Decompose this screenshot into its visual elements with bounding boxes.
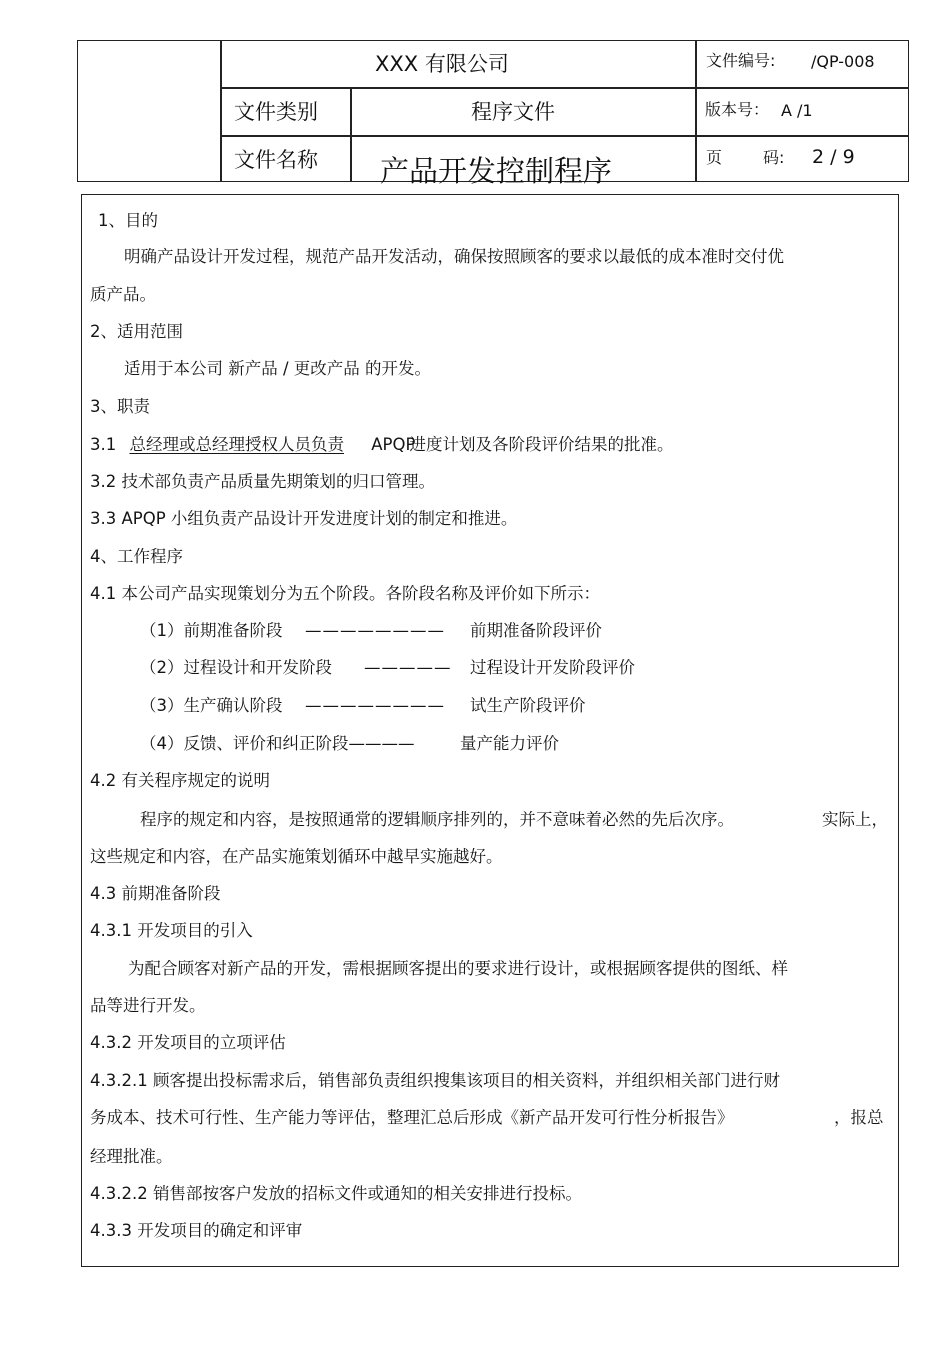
paragraph-line: 质产品。 bbox=[90, 285, 156, 304]
stage-dash: ———————— bbox=[305, 696, 445, 715]
paragraph-line: 这些规定和内容，在产品实施策划循环中越早实施越好。 bbox=[90, 847, 503, 866]
stage-name: （2）过程设计和开发阶段 bbox=[140, 658, 332, 677]
paragraph-text: 进度计划及各阶段评价结果的批准。 bbox=[409, 435, 674, 454]
header-divider bbox=[695, 41, 697, 181]
paragraph-line: 适用于本公司 新产品 / 更改产品 的开发。 bbox=[124, 359, 432, 378]
item-number: 3.1 bbox=[90, 435, 117, 454]
stage-evaluation: 量产能力评价 bbox=[460, 734, 559, 753]
subsection-heading: 4.3.3 开发项目的确定和评审 bbox=[90, 1221, 303, 1240]
document-title: 产品开发控制程序 bbox=[380, 154, 613, 188]
page-label: 码: bbox=[763, 148, 785, 167]
paragraph-line: 实际上， bbox=[822, 810, 888, 829]
subsection-heading: 4.1 本公司产品实现策划分为五个阶段。各阶段名称及评价如下所示： bbox=[90, 584, 600, 603]
header-divider bbox=[220, 135, 908, 137]
document-header-table bbox=[77, 40, 909, 188]
subsection-heading: 4.3 前期准备阶段 bbox=[90, 884, 221, 903]
section-heading: 3、职责 bbox=[90, 397, 150, 416]
section-heading: 1、目的 bbox=[98, 211, 158, 230]
stage-evaluation: 过程设计开发阶段评价 bbox=[470, 658, 635, 677]
responsibility-item bbox=[90, 437, 673, 454]
name-label: 文件名称 bbox=[234, 148, 318, 172]
page-number: 2 / 9 bbox=[812, 146, 855, 168]
doc-no-label: 文件编号: bbox=[706, 51, 776, 70]
paragraph-line: ，报总 bbox=[834, 1108, 884, 1127]
company-name: XXX 有限公司 bbox=[375, 52, 509, 76]
category-value: 程序文件 bbox=[471, 100, 555, 124]
apqp-text: APQP bbox=[371, 435, 416, 454]
stage-name: （3）生产确认阶段 bbox=[140, 696, 283, 715]
doc-no-value: /QP-008 bbox=[811, 52, 875, 71]
version-value: A /1 bbox=[781, 101, 813, 120]
paragraph-line: 务成本、技术可行性、生产能力等评估，整理汇总后形成《新产品开发可行性分析报告》 bbox=[90, 1108, 734, 1127]
paragraph-line: 品等进行开发。 bbox=[90, 996, 206, 1015]
stage-dash: ————— bbox=[364, 658, 452, 677]
page-label: 页 bbox=[706, 148, 723, 167]
header-divider bbox=[220, 41, 222, 181]
subsection-heading: 4.3.1 开发项目的引入 bbox=[90, 921, 253, 940]
section-heading: 2、适用范围 bbox=[90, 322, 183, 341]
underlined-text: 总经理或总经理授权人员负责 bbox=[129, 435, 344, 454]
header-divider bbox=[220, 87, 908, 89]
paragraph-line: 4.3.2.2 销售部按客户发放的招标文件或通知的相关安排进行投标。 bbox=[90, 1184, 582, 1203]
responsibility-item: 3.3 APQP 小组负责产品设计开发进度计划的制定和推进。 bbox=[90, 509, 518, 528]
paragraph-line: 程序的规定和内容，是按照通常的逻辑顺序排列的，并不意味着必然的先后次序。 bbox=[140, 810, 734, 829]
document-body bbox=[81, 194, 899, 1267]
category-label: 文件类别 bbox=[234, 100, 318, 124]
responsibility-item: 3.2 技术部负责产品质量先期策划的归口管理。 bbox=[90, 472, 435, 491]
stage-dash: ———————— bbox=[305, 621, 445, 640]
paragraph-line: 明确产品设计开发过程，规范产品开发活动，确保按照顾客的要求以最低的成本准时交付优 bbox=[124, 247, 784, 266]
subsection-heading: 4.3.2 开发项目的立项评估 bbox=[90, 1033, 286, 1052]
section-heading: 4、工作程序 bbox=[90, 547, 183, 566]
stage-name: （4）反馈、评价和纠正阶段———— bbox=[140, 734, 415, 753]
stage-name: （1）前期准备阶段 bbox=[140, 621, 283, 640]
subsection-heading: 4.2 有关程序规定的说明 bbox=[90, 771, 270, 790]
paragraph-line: 4.3.2.1 顾客提出投标需求后，销售部负责组织搜集该项目的相关资料，并组织相关部门进行财 bbox=[90, 1071, 780, 1090]
version-label: 版本号： bbox=[705, 100, 770, 119]
stage-evaluation: 试生产阶段评价 bbox=[470, 696, 586, 715]
paragraph-line: 为配合顾客对新产品的开发，需根据顾客提出的要求进行设计，或根据顾客提供的图纸、样 bbox=[128, 959, 788, 978]
stage-evaluation: 前期准备阶段评价 bbox=[470, 621, 602, 640]
paragraph-line: 经理批准。 bbox=[90, 1147, 173, 1166]
